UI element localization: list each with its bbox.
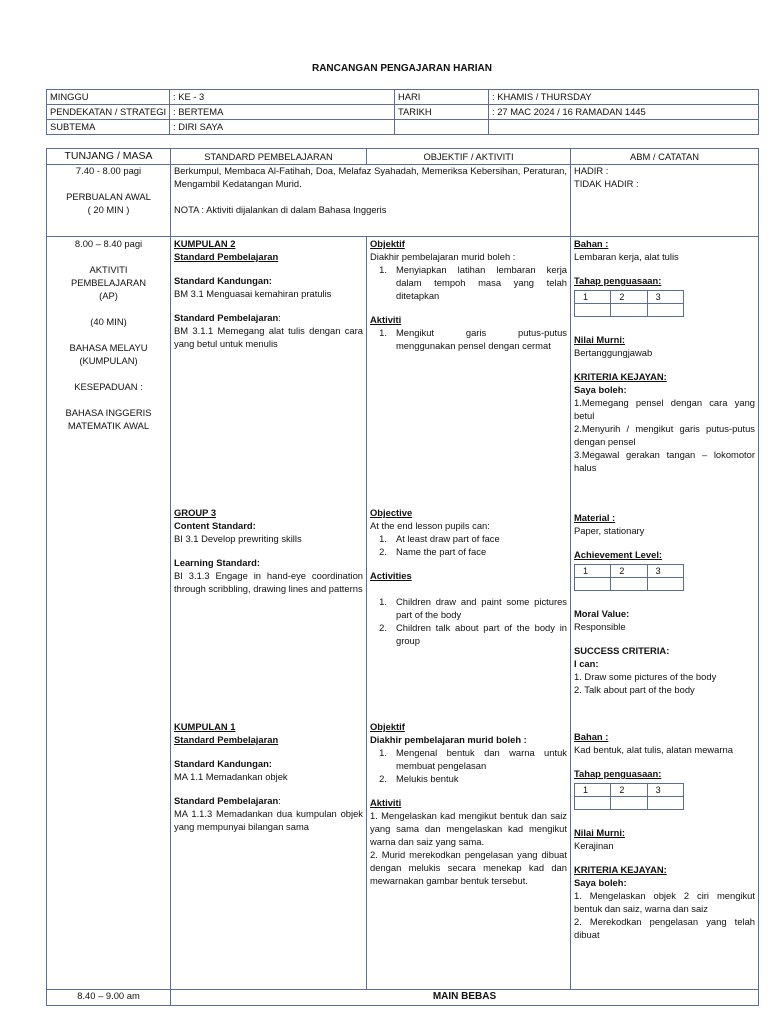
level-table: 1 2 3 (574, 783, 684, 810)
list-item: 2. Talk about part of the body (574, 683, 695, 695)
abm-cell (571, 237, 759, 990)
list-item: 1. Mengenal bentuk dan warna untuk membuat pengelasan (379, 746, 567, 771)
pendekatan-value: : BERTEMA (170, 105, 395, 120)
list-item: 2. Children talk about part of the body in group (379, 621, 567, 646)
free-play-cell: MAIN BEBAS (171, 990, 759, 1006)
list-item: 3.Megawal gerakan tangan – lokomotor halus (574, 448, 755, 473)
group-2-abm: Bahan : Lembaran kerja, alat tulis Tahap penguasaan: 1 2 3 Nilai Murni: Bertanggungjawab KRITERIA KEJAYAN: Saya boleh: 1.Memegang pensel dengan cara yang betul 2.Menyurih / mengikut garis putus-putus dengan pensel 3.Megawal gerakan tangan – lokomotor halus (574, 238, 755, 473)
table-row (47, 990, 759, 1006)
minggu-value: : KE - 3 (170, 90, 395, 105)
list-item: 2. Melukis bentuk (379, 772, 459, 784)
list-item: 2. Merekodkan pengelasan yang telah dibuat (574, 915, 755, 940)
minggu-label: MINGGU (47, 90, 170, 105)
column-header: STANDARD PEMBELAJARAN (171, 149, 367, 165)
time-cell: 7.40 - 8.00 pagi PERBUALAN AWAL ( 20 MIN ) (47, 165, 171, 237)
attendance-cell: HADIR : TIDAK HADIR : (571, 165, 759, 237)
level-table: 1 2 3 (574, 564, 684, 591)
activity-list (370, 327, 567, 353)
list-item: 1. Mengelaskan objek 2 ciri mengikut bentuk dan saiz, warna dan saiz (574, 889, 755, 914)
group-1-abm: Bahan : Kad bentuk, alat tulis, alatan mewarna Tahap penguasaan: 1 2 3 Nilai Murni: Kerajinan KRITERIA KEJAYAN: Saya boleh: 1. Mengelaskan objek 2 ciri mengikut bentuk dan saiz, warna dan saiz 2. Merekodkan pengelasan yang telah dibuat (574, 731, 755, 940)
group-1-objective: Objektif Diakhir pembelajaran murid boleh : 1. Mengenal bentuk dan warna untuk membuat pengelasan 2. Melukis bentuk Aktiviti 1. Mengelaskan kad mengikut bentuk dan saiz yang sama dan mengelaskan kad mengikut warna dan saiz yang sama. 2. Murid merekodkan pengelasan yang dibuat dengan melukis secara menekap kad dan mewarnakan gambar bentuk tersebut. (370, 721, 567, 886)
table-header-row (47, 149, 759, 165)
opening-activity-cell: Berkumpul, Membaca Al-Fatihah, Doa, Melafaz Syahadah, Memeriksa Kebersihan, Peraturan, Mengambil Kedatangan Murid. NOTA : Aktiviti dijalankan di dalam Bahasa Inggeris (171, 165, 571, 237)
standard-cell (171, 237, 367, 990)
lesson-table (46, 148, 759, 1006)
objective-list (370, 533, 567, 559)
info-table (46, 89, 759, 135)
group-3-objective: Objective At the end lesson pupils can: 1. At least draw part of face 2. Name the part of face Activities 1. Children draw and paint some pictures part of the body 2. Children talk about part of the body in group (370, 507, 567, 646)
table-row (47, 165, 759, 237)
group-3-abm: Material : Paper, stationary Achievement Level: 1 2 3 Moral Value: Responsible SUCCESS CRITERIA: I can: 1. Draw some pictures of the body 2. Talk about part of the body (574, 512, 755, 697)
list-item: 2. Name the part of face (379, 545, 487, 557)
tarikh-label: TARIKH (395, 105, 489, 120)
objective-cell (367, 237, 571, 990)
list-item: 1. Children draw and paint some pictures part of the body (379, 595, 567, 620)
column-header: ABM / CATATAN (571, 149, 759, 165)
subtema-value: : DIRI SAYA (170, 120, 395, 135)
table-row (47, 237, 759, 990)
column-header: OBJEKTIF / AKTIVITI (367, 149, 571, 165)
hari-value: : KHAMIS / THURSDAY (489, 90, 759, 105)
objective-list (370, 264, 567, 303)
activity-list (370, 596, 567, 648)
tarikh-value: : 27 MAC 2024 / 16 RAMADAN 1445 (489, 105, 759, 120)
hari-label: HARI (395, 90, 489, 105)
list-item: 2. Murid merekodkan pengelasan yang dibuat dengan melukis secara menekap kad dan mewarnakan gambar bentuk tersebut. (370, 848, 567, 886)
objective-list (370, 747, 567, 786)
column-header: TUNJANG / MASA (47, 149, 171, 165)
level-table: 1 2 3 (574, 290, 684, 317)
list-item: 1. Mengikut garis putus-putus menggunakan pensel dengan cermat (379, 326, 567, 351)
time-cell: 8.00 – 8.40 pagi AKTIVITI PEMBELAJARAN (AP) (40 MIN) BAHASA MELAYU (KUMPULAN) KESEPADUAN : BAHASA INGGERIS MATEMATIK AWAL (47, 237, 171, 990)
pendekatan-label: PENDEKATAN / STRATEGI (47, 105, 170, 120)
list-item: 1. Draw some pictures of the body (574, 670, 717, 682)
group-1-standard: KUMPULAN 1 Standard Pembelajaran Standard Kandungan: MA 1.1 Memadankan objek Standard Pembelajaran: MA 1.1.3 Memadankan dua kumpulan objek yang mempunyai bilangan sama (174, 721, 363, 832)
subtema-label: SUBTEMA (47, 120, 170, 135)
list-item: 2.Menyurih / mengikut garis putus-putus dengan pensel (574, 422, 755, 447)
list-item: 1. Menyiapkan latihan lembaran kerja dalam tempoh masa yang telah ditetapkan (379, 263, 567, 301)
group-2-standard: KUMPULAN 2 Standard Pembelajaran Standard Kandungan: BM 3.1 Menguasai kemahiran pratulis Standard Pembelajaran: BM 3.1.1 Memegang alat tulis dengan cara yang betul untuk menulis (174, 238, 363, 349)
list-item: 1. At least draw part of face (379, 532, 500, 544)
group-3-standard: GROUP 3 Content Standard: BI 3.1 Develop prewriting skills Learning Standard: BI 3.1.3 Engage in hand-eye coordination through scribbling, drawing lines and patterns (174, 507, 363, 594)
list-item: 1.Memegang pensel dengan cara yang betul (574, 396, 755, 421)
time-cell: 8.40 – 9.00 am (47, 990, 171, 1006)
group-2-objective: Objektif Diakhir pembelajaran murid boleh : 1. Menyiapkan latihan lembaran kerja dalam tempoh masa yang telah ditetapkan Aktiviti 1. Mengikut garis putus-putus menggunakan pensel dengan cermat (370, 238, 567, 351)
page-title: RANCANGAN PENGAJARAN HARIAN (311, 63, 492, 74)
list-item: 1. Mengelaskan kad mengikut bentuk dan saiz yang sama dan mengelaskan kad mengikut warna dan saiz yang sama. (370, 809, 567, 847)
